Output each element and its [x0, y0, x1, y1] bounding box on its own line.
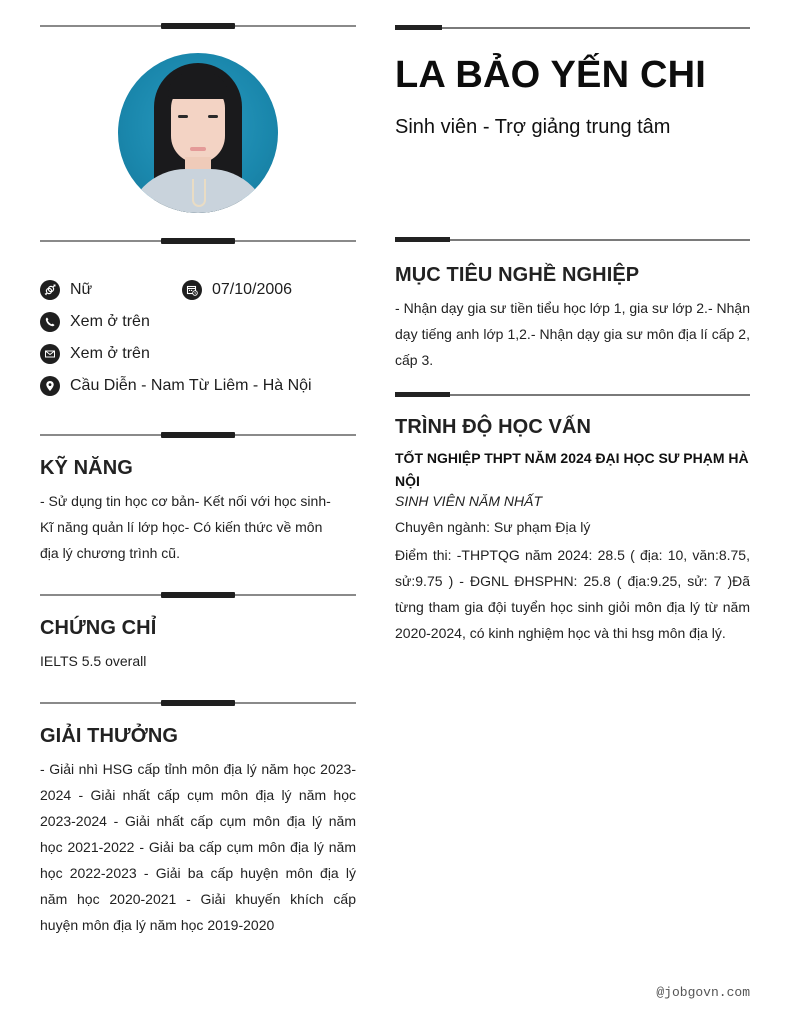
location-icon: [40, 376, 60, 396]
gender-icon: [40, 280, 60, 300]
birthday-value: 07/10/2006: [212, 281, 293, 298]
email-value: Xem ở trên: [70, 345, 150, 362]
divider: [40, 591, 356, 599]
objective-heading: MỤC TIÊU NGHỀ NGHIỆP: [395, 264, 640, 286]
divider: [40, 699, 356, 707]
education-details: Điểm thi: -THPTQG năm 2024: 28.5 ( địa: 10, văn:8.75, sử:9.75 ) - ĐGNL ĐHSPHN: 25.8 ( địa:9.25, sử: 7 )Đã từng tham gia đội tuyển học sinh giỏi môn địa lý từ năm 2020-2024, có kinh nghiệm học và thi hsg môn địa lý.: [395, 547, 750, 641]
phone-icon: [40, 312, 60, 332]
certificates-heading: CHỨNG CHỈ: [40, 617, 157, 639]
divider: [395, 392, 750, 398]
divider: [395, 25, 750, 31]
skills-heading: KỸ NĂNG: [40, 457, 133, 479]
education-major: Chuyên ngành: Sư phạm Địa lý: [395, 519, 591, 535]
awards-heading: GIẢI THƯỞNG: [40, 725, 179, 747]
awards-text: - Giải nhì HSG cấp tỉnh môn địa lý năm học 2023-2024 - Giải nhất cấp cụm môn địa lý năm học 2023-2024 - Giải nhất cấp cụm môn địa lý năm học 2021-2022 - Giải ba cấp cụm môn địa lý năm học 2022-2023 - Giải ba cấp huyện môn địa lý năm học 2020-2021 - Giải khuyến khích cấp huyện môn địa lý năm học 2019-2020: [40, 761, 356, 933]
email-icon: [40, 344, 60, 364]
education-school: TỐT NGHIỆP THPT NĂM 2024 ĐẠI HỌC SƯ PHẠM HÀ NỘI: [395, 450, 749, 489]
certificates-text: IELTS 5.5 overall: [40, 653, 147, 669]
avatar-photo: [118, 53, 278, 213]
education-heading: TRÌNH ĐỘ HỌC VẤN: [395, 416, 592, 438]
gender-value: Nữ: [70, 281, 93, 298]
job-title: Sinh viên - Trợ giảng trung tâm: [395, 116, 671, 138]
calendar-icon: [182, 280, 202, 300]
phone-value: Xem ở trên: [70, 313, 150, 330]
contact-address: [40, 375, 312, 397]
address-value: Cầu Diễn - Nam Từ Liêm - Hà Nội: [70, 377, 312, 394]
contact-gender: [40, 279, 92, 301]
skills-text: - Sử dụng tin học cơ bản- Kết nối với học sinh- Kĩ năng quản lí lớp học- Có kiến thức về môn địa lý chương trình cũ.: [40, 493, 331, 561]
divider: [40, 431, 356, 439]
divider: [395, 237, 750, 243]
objective-text: - Nhận dạy gia sư tiền tiểu học lớp 1, gia sư lớp 2.- Nhận dạy tiếng anh lớp 1,2.- Nhận dạy gia sư môn địa lí cấp 2, cấp 3.: [395, 300, 750, 368]
contact-email: [40, 343, 150, 365]
contact-birthday: [182, 279, 292, 301]
divider: [40, 22, 356, 30]
education-role: SINH VIÊN NĂM NHẤT: [395, 493, 543, 509]
contact-phone: [40, 311, 150, 333]
candidate-name: LA BẢO YẾN CHI: [395, 54, 707, 96]
watermark: @jobgovn.com: [656, 985, 750, 1000]
divider: [40, 237, 356, 245]
